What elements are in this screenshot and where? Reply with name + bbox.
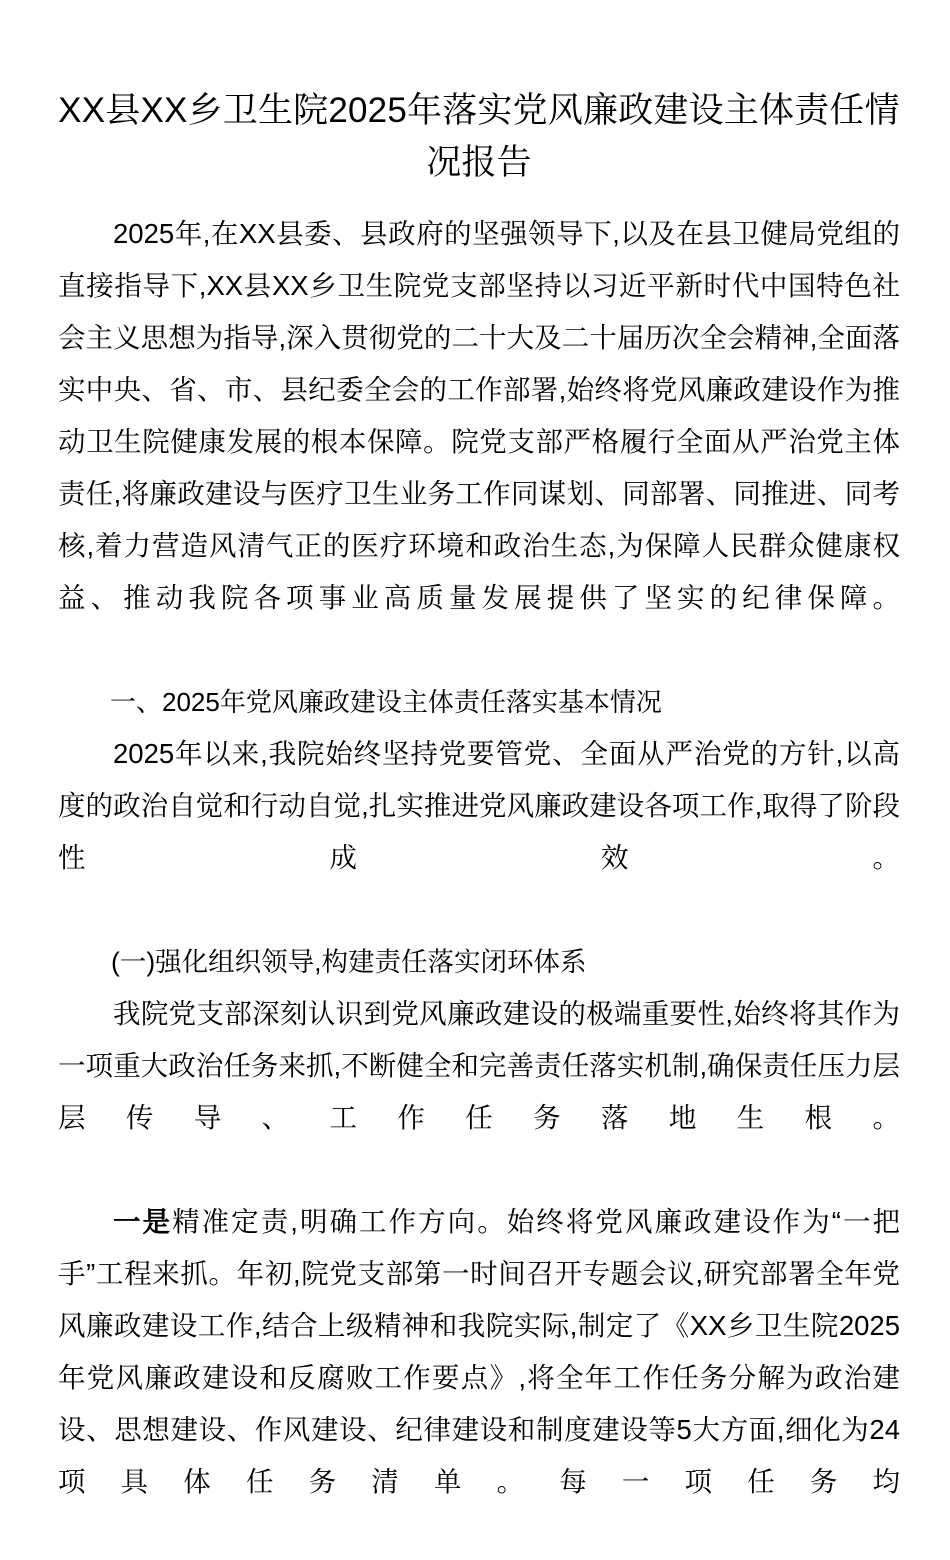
subsection-1-paragraph: 我院党支部深刻认识到党风廉政建设的极端重要性,始终将其作为一项重大政治任务来抓,不断健全和完善责任落实机制,确保责任压力层层传导、工作任务落地生根。 xyxy=(58,998,900,1133)
document-body xyxy=(58,208,900,1560)
point-one-text: 精准定责,明确工作方向。始终将党风廉政建设作为“一把手”工程来抓。年初,院党支部第一时间召开专题会议,研究部署全年党风廉政建设工作,结合上级精神和我院实际,制定了《XX乡卫生院2025年党风廉政建设和反腐败工作要点》,将全年工作任务分解为政治建设、思想建设、作风建设、纪律建设和制度建设等5大方面,细化为24项具体任务清单。每一项任务均 xyxy=(58,1206,901,1497)
subsection-heading-1: (一)强化组织领导,构建责任落实闭环体系 xyxy=(111,947,587,977)
section-1-paragraph: 2025年以来,我院始终坚持党要管党、全面从严治党的方针,以高度的政治自觉和行动自觉,扎实推进党风廉政建设各项工作,取得了阶段性成效。 xyxy=(58,738,900,873)
point-one-lead: 一是 xyxy=(113,1206,173,1237)
section-heading-1: 一、2025年党风廉政建设主体责任落实基本情况 xyxy=(110,687,662,717)
point-one-paragraph xyxy=(58,1196,900,1560)
intro-paragraph: 2025年,在XX县委、县政府的坚强领导下,以及在县卫健局党组的直接指导下,XX县XX乡卫生院党支部坚持以习近平新时代中国特色社会主义思想为指导,深入贯彻党的二十大及二十届历次全会精神,全面落实中央、省、市、县纪委全会的工作部署,始终将党风廉政建设作为推动卫生院健康发展的根本保障。院党支部严格履行全面从严治党主体责任,将廉政建设与医疗卫生业务工作同谋划、同部署、同推进、同考核,着力营造风清气正的医疗环境和政治生态,为保障人民群众健康权益、推动我院各项事业高质量发展提供了坚实的纪律保障。 xyxy=(58,218,900,613)
page-title: XX县XX乡卫生院2025年落实党风廉政建设主体责任情况报告 xyxy=(58,91,900,183)
